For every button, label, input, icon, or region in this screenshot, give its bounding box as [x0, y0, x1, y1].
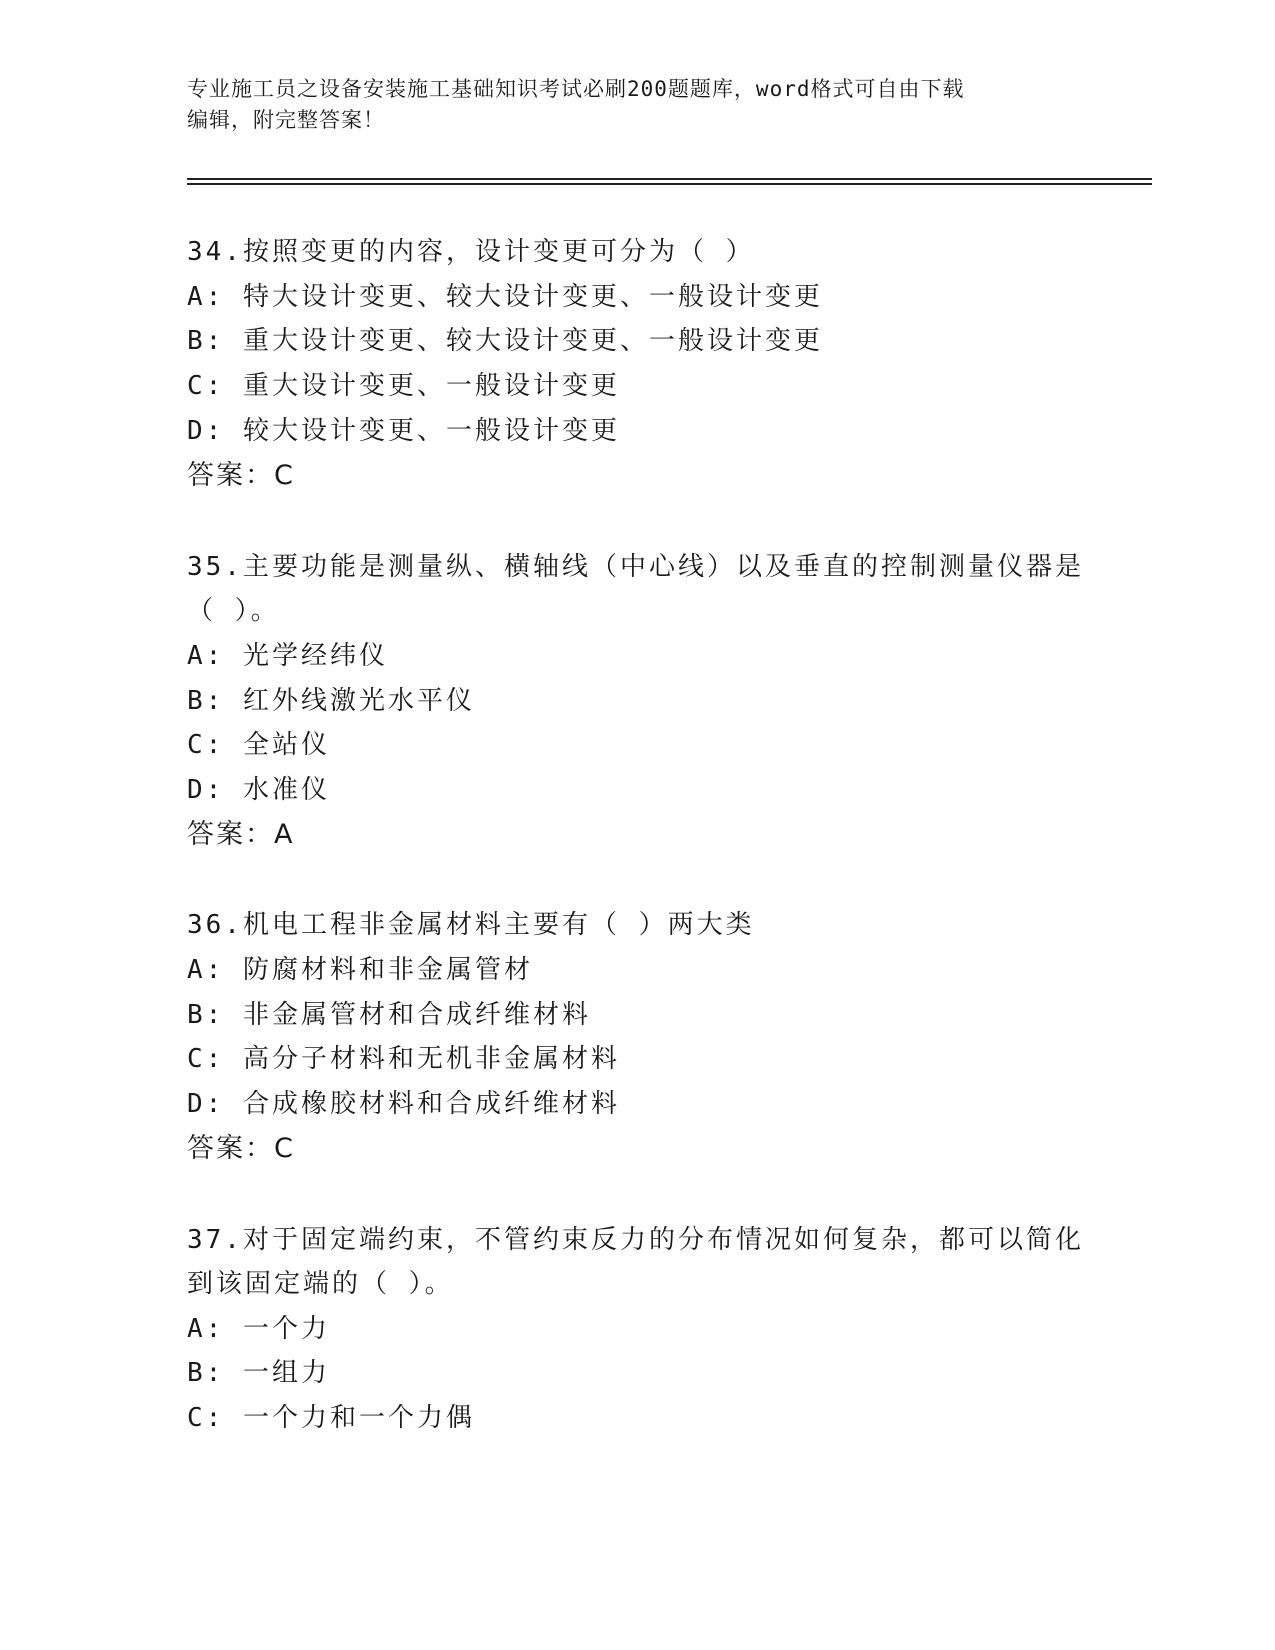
question-36-option-a: A: 防腐材料和非金属管材: [187, 955, 533, 985]
question-36-stem: 36.机电工程非金属材料主要有（ ）两大类: [187, 910, 755, 940]
header-divider-top: [187, 178, 1152, 180]
question-37-stem-line-2: 到该固定端的（ ）。: [187, 1269, 454, 1299]
question-35-option-a: A: 光学经纬仪: [187, 641, 388, 671]
question-35-option-d: D: 水准仪: [187, 775, 330, 805]
document-header: [187, 74, 1087, 136]
question-36-option-d: D: 合成橡胶材料和合成纤维材料: [187, 1089, 620, 1119]
header-divider-bottom: [187, 183, 1152, 185]
question-35-option-c: C: 全站仪: [187, 730, 330, 760]
header-line-1: 专业施工员之设备安装施工基础知识考试必刷200题题库，word格式可自由下载: [187, 77, 965, 101]
header-line-2: 编辑，附完整答案！: [187, 108, 385, 132]
question-34-option-b: B: 重大设计变更、较大设计变更、一般设计变更: [187, 326, 823, 356]
question-34-answer: 答案：C: [187, 460, 295, 491]
question-36-answer: 答案：C: [187, 1133, 295, 1164]
question-35-option-b: B: 红外线激光水平仪: [187, 686, 475, 716]
question-36-option-c: C: 高分子材料和无机非金属材料: [187, 1044, 620, 1074]
question-34-option-d: D: 较大设计变更、一般设计变更: [187, 416, 620, 446]
question-37-option-c: C: 一个力和一个力偶: [187, 1403, 475, 1433]
question-35-stem-line-2: （ ）。: [187, 596, 280, 626]
question-34-stem: 34.按照变更的内容，设计变更可分为（ ）: [187, 237, 755, 267]
question-37-stem-line-1: 37.对于固定端约束，不管约束反力的分布情况如何复杂，都可以简化: [187, 1225, 1084, 1255]
question-37-option-a: A: 一个力: [187, 1314, 330, 1344]
question-35-stem-line-1: 35.主要功能是测量纵、横轴线（中心线）以及垂直的控制测量仪器是: [187, 552, 1084, 582]
question-37-option-b: B: 一组力: [187, 1358, 330, 1388]
question-35-answer: 答案：A: [187, 819, 295, 850]
question-36-option-b: B: 非金属管材和合成纤维材料: [187, 1000, 591, 1030]
question-34-option-c: C: 重大设计变更、一般设计变更: [187, 371, 620, 401]
question-34-option-a: A: 特大设计变更、较大设计变更、一般设计变更: [187, 282, 823, 312]
